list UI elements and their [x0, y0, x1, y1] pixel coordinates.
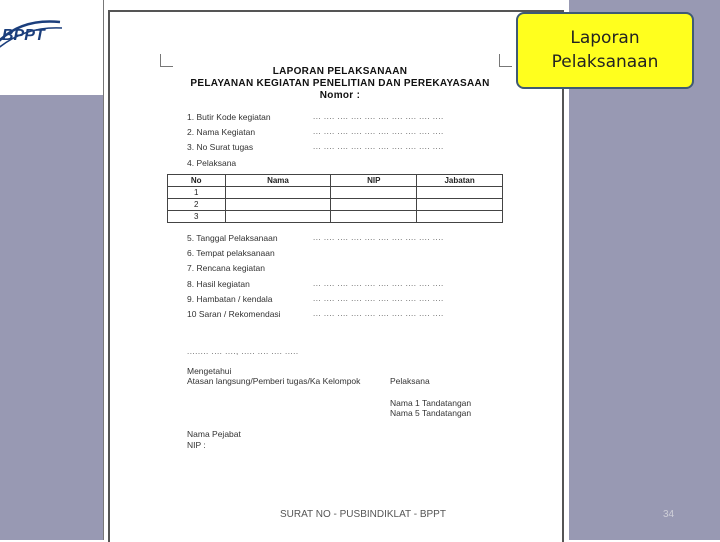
- table-row: [168, 199, 503, 211]
- slide-title-badge: [516, 12, 694, 89]
- cell-nama: [225, 199, 331, 211]
- cell-no: 2: [168, 199, 226, 211]
- left-sidebar-band: [0, 0, 103, 540]
- cell-nama: [225, 187, 331, 199]
- badge-line-1: Laporan: [570, 28, 640, 48]
- field-label-nama-kegiatan: 2. Nama Kegiatan: [187, 127, 256, 137]
- field-label-rencana: 7. Rencana kegiatan: [187, 263, 265, 273]
- badge-line-2: Pelaksanaan: [551, 52, 659, 72]
- cell-no: 3: [168, 211, 226, 223]
- logo-text: BPPT: [2, 27, 45, 44]
- field-dots: ... .... .... .... .... .... .... .... .... ....: [313, 294, 444, 303]
- field-dots: ... .... .... .... .... .... .... .... .... ....: [313, 233, 444, 242]
- field-label-butir-kode: 1. Butir Kode kegiatan: [187, 112, 271, 122]
- table-row: [168, 211, 503, 223]
- field-label-no-surat: 3. No Surat tugas: [187, 142, 254, 152]
- field-dots: ... .... .... .... .... .... .... .... .... ....: [313, 279, 444, 288]
- pelaksana-table: [167, 174, 503, 223]
- header-nama: Nama: [225, 175, 331, 187]
- signature-line-1: Nama 1 Tandatangan: [390, 398, 472, 408]
- field-dots: ... .... .... .... .... .... .... .... .... ....: [313, 127, 444, 136]
- cell-nip: [331, 211, 417, 223]
- field-dots: ... .... .... .... .... .... .... .... .... ....: [313, 142, 444, 151]
- cell-nip: [331, 187, 417, 199]
- field-label-tanggal: 5. Tanggal Pelaksanaan: [187, 233, 278, 243]
- signature-line-2: Nama 5 Tandatangan: [390, 408, 472, 418]
- cell-jabatan: [417, 199, 503, 211]
- mengetahui-label: Mengetahui: [187, 366, 232, 376]
- doc-title-number: Nomor :: [319, 90, 361, 101]
- footer-text: SURAT NO - PUSBINDIKLAT - BPPT: [280, 509, 446, 520]
- field-label-hasil: 8. Hasil kegiatan: [187, 279, 250, 289]
- logo-area: [0, 0, 103, 95]
- cell-no: 1: [168, 187, 226, 199]
- doc-title-1: LAPORAN PELAKSANAAN: [272, 66, 408, 77]
- cell-nama: [225, 211, 331, 223]
- page-number: 34: [663, 509, 675, 520]
- doc-title-2: PELAYANAN KEGIATAN PENELITIAN DAN PEREKAYASAAN: [190, 78, 490, 89]
- table-header-row: [168, 175, 503, 187]
- nip-label: NIP :: [187, 440, 206, 450]
- cell-nip: [331, 199, 417, 211]
- header-nip: NIP: [331, 175, 417, 187]
- field-label-hambatan: 9. Hambatan / kendala: [187, 294, 273, 304]
- atasan-label: Atasan langsung/Pemberi tugas/Ka Kelompok: [187, 376, 361, 386]
- field-dots: ... .... .... .... .... .... .... .... .... ....: [313, 309, 444, 318]
- header-no: No: [168, 175, 226, 187]
- field-label-tempat: 6. Tempat pelaksanaan: [187, 248, 275, 258]
- bppt-logo: [0, 14, 64, 54]
- cell-jabatan: [417, 187, 503, 199]
- cell-jabatan: [417, 211, 503, 223]
- pelaksana-label: Pelaksana: [390, 376, 430, 386]
- table-row: [168, 187, 503, 199]
- field-label-pelaksana: 4. Pelaksana: [187, 158, 237, 168]
- nama-pejabat-label: Nama Pejabat: [187, 429, 241, 439]
- field-dots: ... .... .... .... .... .... .... .... .... ....: [313, 112, 444, 121]
- date-line: ........ .... ...., ..... .... .... .....: [187, 347, 299, 356]
- field-label-saran: 10 Saran / Rekomendasi: [187, 309, 281, 319]
- header-jabatan: Jabatan: [417, 175, 503, 187]
